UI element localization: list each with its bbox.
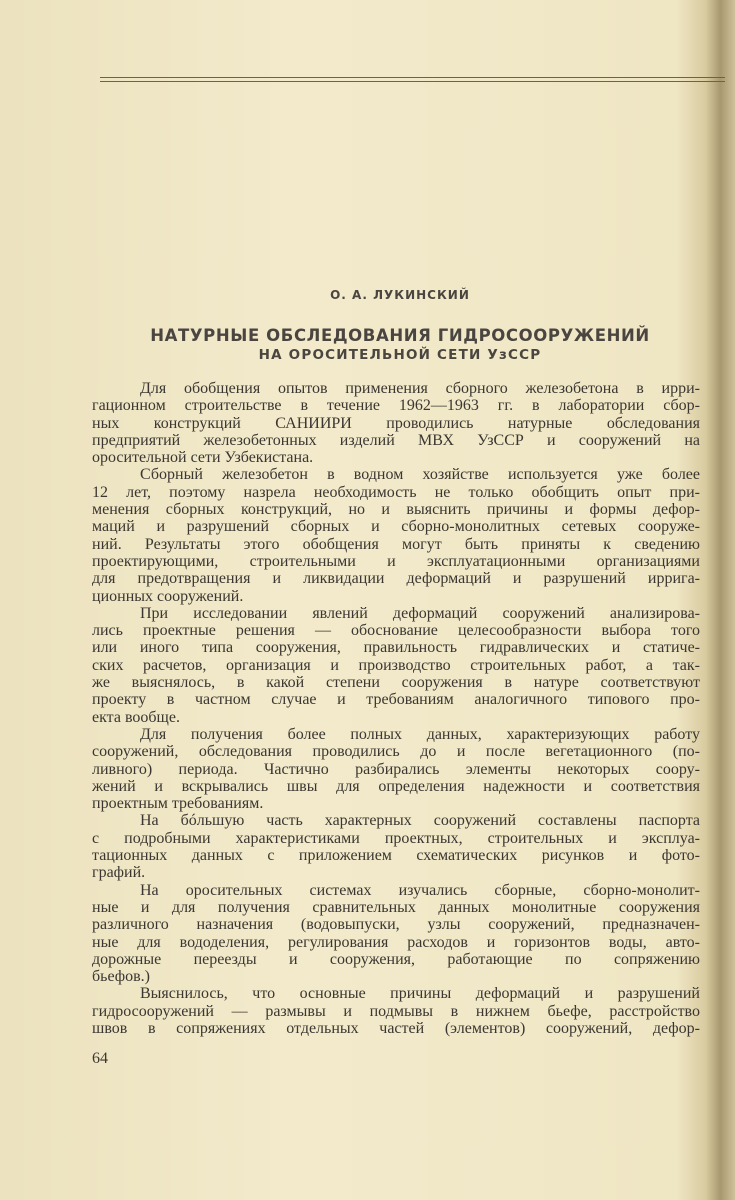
text-line: ливного) периода. Частично разбирались элементы некоторых соору- xyxy=(92,760,700,778)
text-line: гидросооружений — размывы и подмывы в нижнем бьефе, расстройство xyxy=(92,1002,700,1020)
text-line: На оросительных системах изучались сборные, сборно-монолит- xyxy=(140,881,700,899)
text-line: екта вообще. xyxy=(92,708,180,726)
text-line: швов в сопряжениях отдельных частей (элементов) сооружений, дефор- xyxy=(92,1019,700,1037)
text-line: лись проектные решения — обоснование целесообразности выбора того xyxy=(92,622,700,640)
text-line: Для получения более полных данных, характеризующих работу xyxy=(140,725,700,743)
author-name: О. А. ЛУКИНСКИЙ xyxy=(330,288,470,302)
text-line: ных конструкций САНИИРИ проводились натурные обследования xyxy=(92,414,700,432)
text-line: сооружений, обследования проводились до и после вегетационного (по- xyxy=(92,743,700,761)
text-line: При исследовании явлений деформаций сооружений анализирова- xyxy=(140,604,700,622)
text-line: 12 лет, поэтому назрела необходимость не только обобщить опыт при- xyxy=(92,483,700,501)
text-line: проектирующими, строительными и эксплуатационными организациями xyxy=(92,552,700,570)
text-line: же выяснялось, в какой степени сооружения в натуре соответствуют xyxy=(92,674,700,692)
paragraph xyxy=(92,605,700,726)
paragraph xyxy=(92,380,700,466)
text-line: для предотвращения и ликвидации деформаций и разрушений ирригa- xyxy=(92,570,700,588)
paragraph xyxy=(92,985,700,1037)
text-line: предприятий железобетонных изделий МВХ УзССР и сооружений на xyxy=(92,431,700,449)
text-line: ные и для получения сравнительных данных монолитные сооружения xyxy=(92,898,700,916)
text-line: На бóльшую часть характерных сооружений составлены паспорта xyxy=(140,812,700,830)
text-line: гационном строительстве в течение 1962—1963 гг. в лаборатории сбор- xyxy=(92,397,700,415)
article-title: НАТУРНЫЕ ОБСЛЕДОВАНИЯ ГИДРОСООРУЖЕНИЙ xyxy=(150,326,650,345)
text-line: ные для вододеления, регулирования расходов и горизонтов воды, авто- xyxy=(92,933,700,951)
text-line: проекту в частном случае и требованиям аналогичного типового про- xyxy=(92,691,700,709)
text-line: жений и вскрывались швы для определения надежности и соответствия xyxy=(92,777,700,795)
text-line: бьефов.) xyxy=(92,968,150,986)
article-subtitle: НА ОРОСИТЕЛЬНОЙ СЕТИ УзССР xyxy=(258,347,542,363)
paragraph xyxy=(92,726,700,812)
header-rule-bottom xyxy=(100,81,725,82)
text-line: ционных сооружений. xyxy=(92,587,244,605)
text-line: ний. Результаты этого обобщения могут быть приняты к сведению xyxy=(92,535,700,553)
page-number: 64 xyxy=(92,1050,108,1067)
text-line: с подробными характеристиками проектных, строительных и эксплуа- xyxy=(92,829,700,847)
text-line: Для обобщения опытов применения сборного железобетона в ирри- xyxy=(140,380,700,397)
text-line: или иного типа сооружения, правильность гидравлических и статиче- xyxy=(92,639,700,657)
text-line: графий. xyxy=(92,864,146,882)
text-line: Выяснилось, что основные причины деформаций и разрушений xyxy=(140,985,700,1003)
text-line: оросительной сети Узбекистана. xyxy=(92,449,314,467)
text-line: различного назначения (водовыпуски, узлы сооружений, предназначен- xyxy=(92,916,700,934)
paragraph xyxy=(92,882,700,986)
article-body xyxy=(92,380,700,1037)
text-line: Сборный железобетон в водном хозяйстве используется уже более xyxy=(140,466,700,484)
text-line: проектным требованиям. xyxy=(92,795,264,813)
text-line: дорожные переезды и сооружения, работающие по сопряжению xyxy=(92,950,700,968)
header-rule-top xyxy=(100,77,725,78)
text-line: маций и разрушений сборных и сборно-монолитных сетевых сооруже- xyxy=(92,518,700,536)
paragraph xyxy=(92,466,700,604)
text-line: ских расчетов, организация и производство строительных работ, а так- xyxy=(92,656,700,674)
text-line: менения сборных конструкций, но и выяснить причины и формы дефор- xyxy=(92,501,700,519)
text-line: тационных данных с приложением схематических рисунков и фото- xyxy=(92,847,700,865)
paragraph xyxy=(92,812,700,881)
